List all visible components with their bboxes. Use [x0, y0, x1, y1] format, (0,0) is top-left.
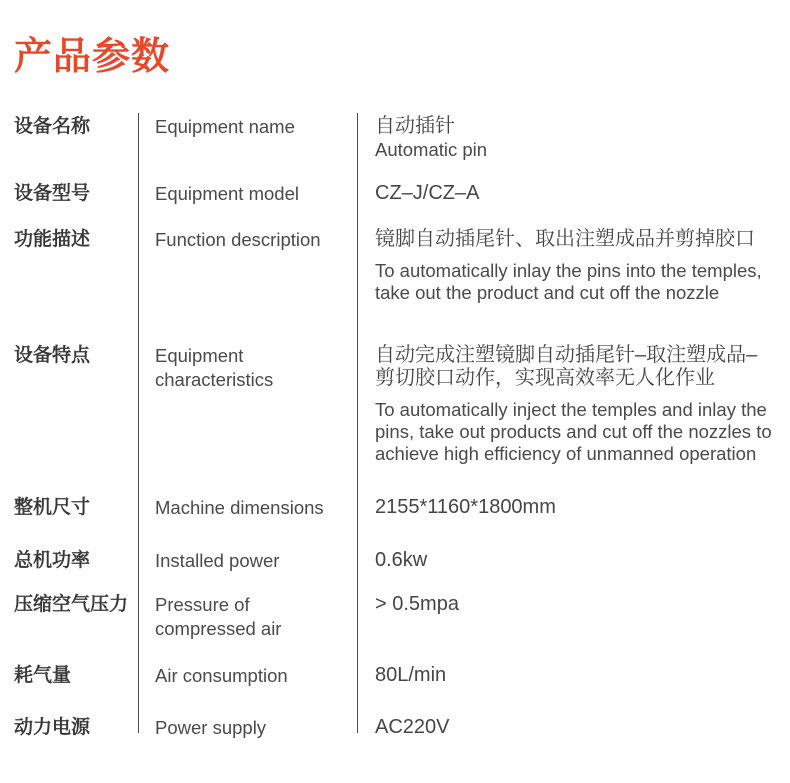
spec-row-air-pressure — [0, 588, 790, 655]
spec-label-en: Pressure of compressed air — [155, 594, 282, 639]
spec-label-zh: 动力电源 — [14, 717, 91, 738]
spec-value-primary: 自动完成注塑镜脚自动插尾针–取注塑成品–剪切胶口动作，实现高效率无人化作业 — [375, 344, 758, 389]
spec-value-secondary: To automatically inject the temples and inlay the pins, take out products and cut off the nozzles to achieve high efficiency of unmanned operation — [375, 399, 772, 464]
spec-value-primary: AC220V — [375, 716, 450, 738]
column-divider-2 — [357, 113, 358, 733]
spec-value — [357, 182, 790, 205]
spec-row-equipment-name — [0, 113, 790, 168]
spec-value — [357, 716, 790, 739]
spec-value-primary: CZ–J/CZ–A — [375, 182, 480, 204]
spec-label-zh: 设备特点 — [14, 345, 91, 366]
spec-value — [357, 496, 790, 519]
spec-row-air-consumption — [0, 655, 790, 705]
spec-label-en: Installed power — [155, 550, 280, 571]
spec-label-en: Equipment name — [155, 116, 295, 137]
spec-row-power-supply — [0, 705, 790, 738]
spec-label-en: Equipment model — [155, 183, 299, 204]
column-divider-1 — [138, 113, 139, 733]
spec-value — [357, 593, 790, 616]
spec-value-primary: 80L/min — [375, 664, 447, 686]
spec-value-primary: 自动插针 — [375, 115, 455, 137]
spec-value-primary: 0.6kw — [375, 549, 428, 571]
spec-label-zh: 压缩空气压力 — [14, 594, 129, 615]
spec-table — [0, 113, 790, 738]
spec-label-zh: 耗气量 — [14, 665, 72, 686]
spec-label-zh: 功能描述 — [14, 229, 91, 250]
spec-row-installed-power — [0, 535, 790, 588]
spec-value — [357, 228, 790, 304]
spec-value-primary: 2155*1160*1800mm — [375, 496, 556, 518]
spec-row-equipment-model — [0, 168, 790, 215]
spec-label-en: Power supply — [155, 717, 267, 738]
spec-row-machine-dimensions — [0, 480, 790, 535]
spec-label-zh: 设备型号 — [14, 183, 91, 204]
spec-value — [357, 344, 790, 465]
spec-label-en: Air consumption — [155, 665, 288, 686]
spec-value-primary: 镜脚自动插尾针、取出注塑成品并剪掉胶口 — [375, 228, 755, 250]
spec-label-en: Machine dimensions — [155, 497, 324, 518]
page-title: 产品参数 — [14, 36, 171, 78]
spec-value — [357, 549, 790, 572]
spec-label-zh: 整机尺寸 — [14, 497, 91, 518]
spec-label-zh: 设备名称 — [14, 116, 91, 137]
spec-label-zh: 总机功率 — [14, 550, 91, 571]
spec-value — [357, 664, 790, 687]
spec-row-function-description — [0, 215, 790, 330]
spec-value-primary: > 0.5mpa — [375, 593, 459, 615]
spec-label-en: Function description — [155, 229, 321, 250]
spec-value — [357, 115, 790, 161]
spec-value-secondary: To automatically inlay the pins into the temples, take out the product and cut off the nozzle — [375, 260, 762, 303]
spec-label-en: Equipment characteristics — [155, 345, 274, 390]
spec-row-equipment-characteristics — [0, 330, 790, 480]
spec-value-secondary: Automatic pin — [375, 139, 488, 160]
